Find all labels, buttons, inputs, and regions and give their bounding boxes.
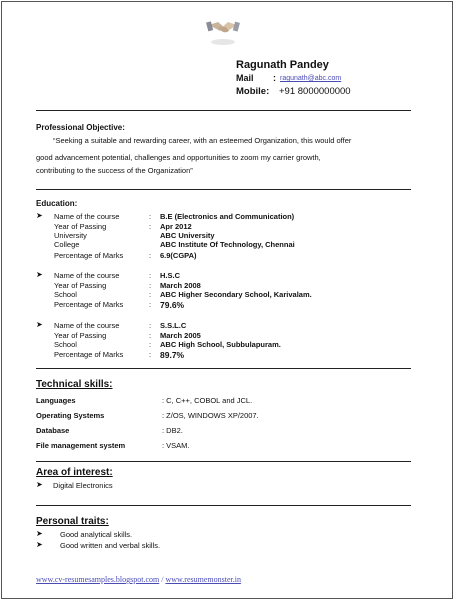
edu-colon: : bbox=[149, 321, 152, 330]
edu-label: Name of the course bbox=[54, 321, 120, 330]
mail-link[interactable]: ragunath@abc.com bbox=[280, 75, 342, 82]
interest-item: Digital Electronics bbox=[53, 481, 113, 490]
edu-colon: : bbox=[149, 290, 152, 299]
edu-label: Percentage of Marks bbox=[54, 300, 124, 309]
objective-heading: Professional Objective: bbox=[36, 123, 125, 132]
edu-colon: : bbox=[149, 251, 152, 260]
bullet-arrow-icon: ➤ bbox=[36, 480, 43, 489]
objective-line-3: contributing to the success of the Organization” bbox=[36, 166, 193, 175]
divider-1 bbox=[36, 110, 411, 111]
edu-value: B.E (Electronics and Communication) bbox=[160, 212, 295, 221]
edu-label: Year of Passing bbox=[54, 281, 107, 290]
edu-value: ABC University bbox=[160, 231, 215, 240]
skill-label: Operating Systems bbox=[36, 411, 105, 420]
objective-line-1: “Seeking a suitable and rewarding career, with an esteemed Organization, this would offer bbox=[53, 136, 352, 145]
edu-label: Percentage of Marks bbox=[54, 350, 124, 359]
edu-colon: : bbox=[149, 281, 152, 290]
skill-label: Database bbox=[36, 426, 70, 435]
edu-value: ABC Higher Secondary School, Karivalam. bbox=[160, 290, 312, 299]
edu-label: Name of the course bbox=[54, 212, 120, 221]
divider-4 bbox=[36, 461, 411, 462]
mail-label: Mail bbox=[236, 73, 254, 83]
skill-value: : Z/OS, WINDOWS XP/2007. bbox=[162, 411, 259, 420]
edu-value: March 2005 bbox=[160, 331, 201, 340]
footer-links bbox=[36, 575, 241, 584]
edu-value: 6.9(CGPA) bbox=[160, 251, 197, 260]
skill-value: : DB2. bbox=[162, 426, 183, 435]
edu-label: School bbox=[54, 290, 77, 299]
mobile-label: Mobile: bbox=[236, 86, 270, 97]
trait-item: Good written and verbal skills. bbox=[60, 541, 161, 550]
interest-heading: Area of interest: bbox=[36, 467, 113, 478]
bullet-arrow-icon: ➤ bbox=[36, 270, 43, 279]
edu-value: H.S.C bbox=[160, 271, 181, 280]
edu-label: Year of Passing bbox=[54, 331, 107, 340]
bullet-arrow-icon: ➤ bbox=[36, 529, 43, 538]
mail-colon: : bbox=[273, 73, 276, 83]
edu-value: S.S.L.C bbox=[160, 321, 187, 330]
bullet-arrow-icon: ➤ bbox=[36, 211, 43, 220]
edu-label: Year of Passing bbox=[54, 222, 107, 231]
candidate-name: Ragunath Pandey bbox=[236, 59, 329, 71]
edu-label: Percentage of Marks bbox=[54, 251, 124, 260]
skill-value: : C, C++, COBOL and JCL. bbox=[162, 396, 253, 405]
trait-item: Good analytical skills. bbox=[60, 530, 133, 539]
edu-colon: : bbox=[149, 300, 152, 309]
bullet-arrow-icon: ➤ bbox=[36, 540, 43, 549]
edu-value: 89.7% bbox=[160, 350, 185, 360]
footer-separator: / bbox=[159, 575, 166, 584]
edu-colon: : bbox=[149, 340, 152, 349]
edu-colon: : bbox=[149, 331, 152, 340]
divider-2 bbox=[36, 189, 411, 190]
handshake-icon bbox=[206, 13, 240, 47]
divider-5 bbox=[36, 505, 411, 506]
edu-colon: : bbox=[149, 350, 152, 359]
edu-value: ABC Institute Of Technology, Chennai bbox=[160, 240, 295, 249]
skill-label: Languages bbox=[36, 396, 76, 405]
education-heading: Education: bbox=[36, 199, 78, 208]
divider-3 bbox=[36, 368, 411, 369]
skill-value: : VSAM. bbox=[162, 441, 190, 450]
edu-value: 79.6% bbox=[160, 300, 185, 310]
edu-value: March 2008 bbox=[160, 281, 201, 290]
edu-value: Apr 2012 bbox=[160, 222, 192, 231]
edu-colon: : bbox=[149, 212, 152, 221]
edu-label: University bbox=[54, 231, 87, 240]
skills-heading: Technical skills: bbox=[36, 379, 113, 390]
edu-label: School bbox=[54, 340, 77, 349]
skill-label: File management system bbox=[36, 441, 126, 450]
footer-link-resumemonster[interactable]: www.resumemonster.in bbox=[165, 575, 241, 584]
edu-colon: : bbox=[149, 271, 152, 280]
traits-heading: Personal traits: bbox=[36, 516, 109, 527]
footer-link-cv-samples[interactable]: www.cv-resumesamples.blogspot.com bbox=[36, 575, 160, 584]
edu-value: ABC High School, Subbulapuram. bbox=[160, 340, 281, 349]
edu-colon: : bbox=[149, 222, 152, 231]
edu-label: College bbox=[54, 240, 80, 249]
bullet-arrow-icon: ➤ bbox=[36, 320, 43, 329]
objective-line-2: good advancement potential, challenges and opportunities to zoom my carrier growth, bbox=[36, 153, 321, 162]
edu-label: Name of the course bbox=[54, 271, 120, 280]
mobile-value: +91 8000000000 bbox=[279, 86, 351, 97]
